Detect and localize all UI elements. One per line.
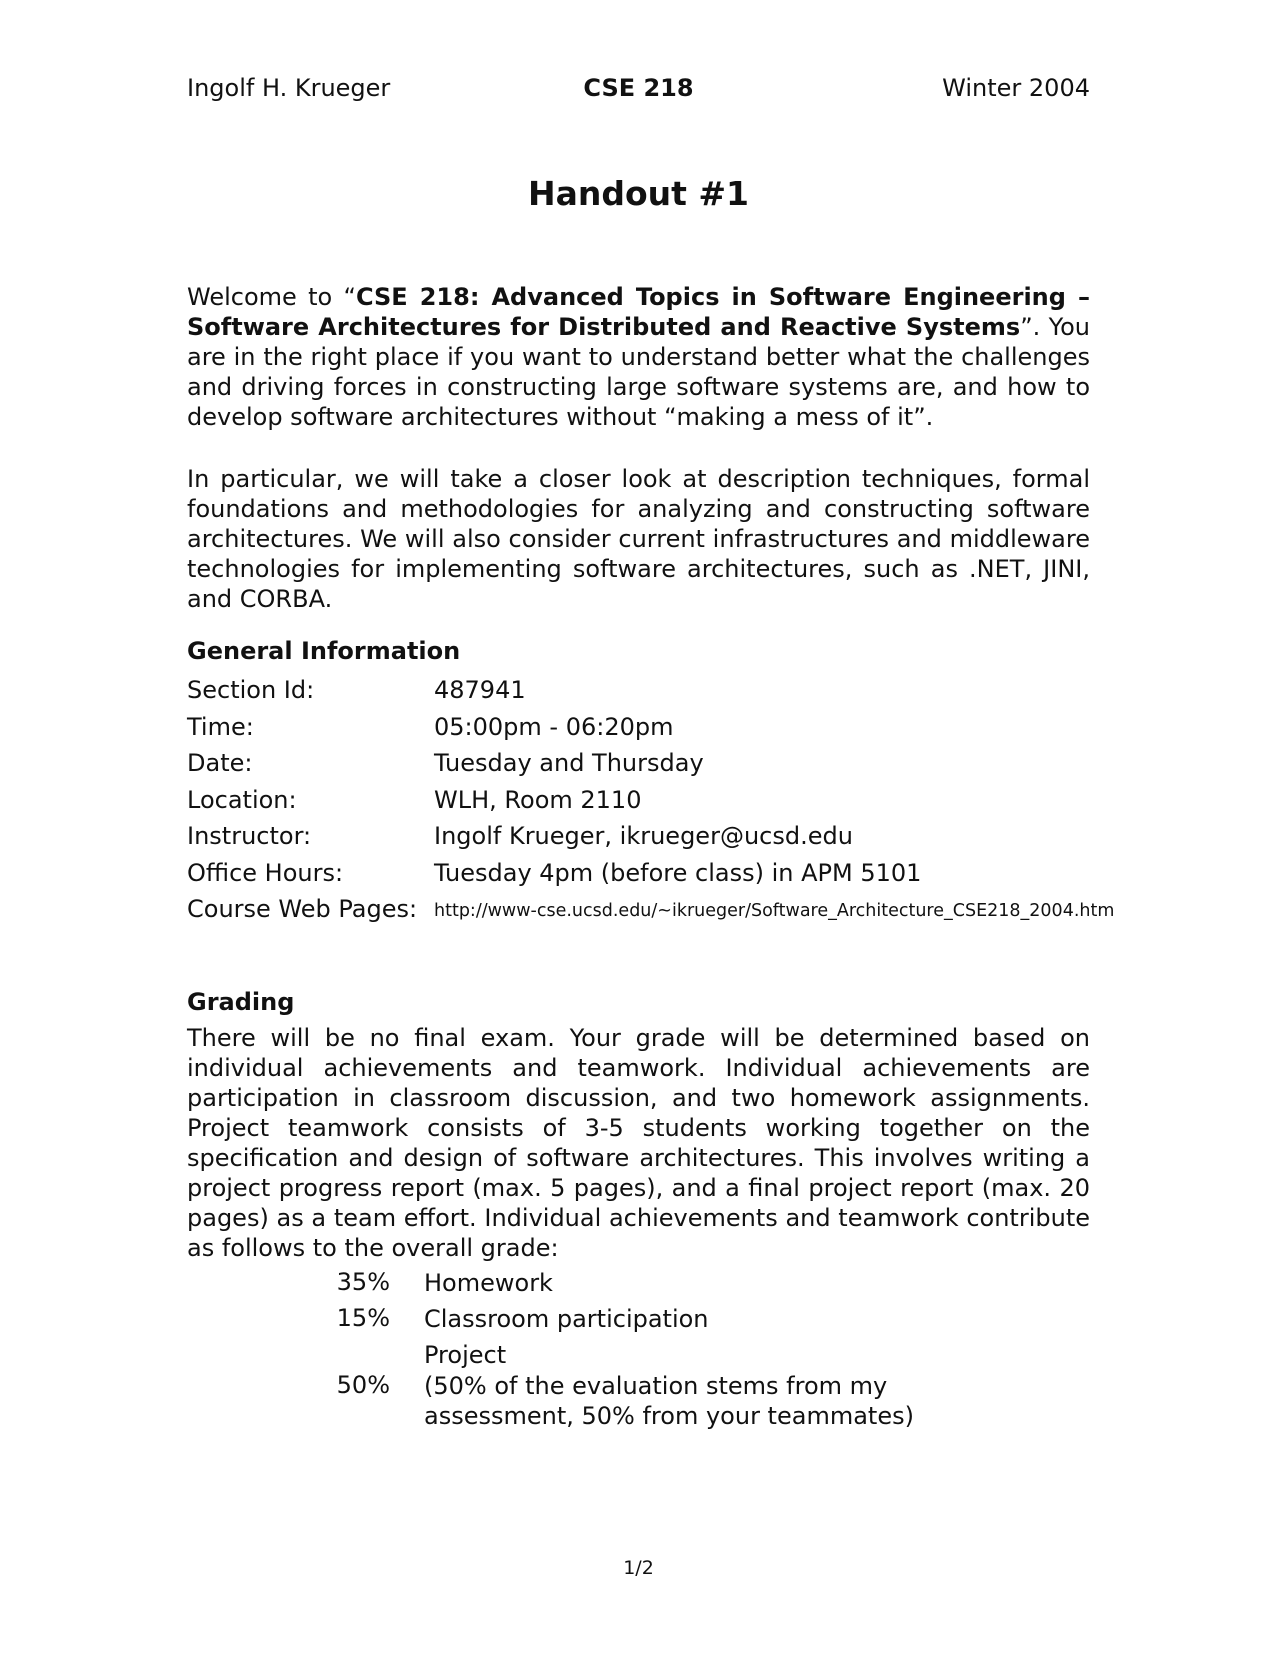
info-label: Location: (187, 785, 297, 814)
grade-row-homework (187, 1268, 1090, 1304)
grade-row-project (187, 1340, 1090, 1432)
grade-item: Project (424, 1341, 507, 1369)
info-row-section-id (187, 676, 1090, 713)
info-label: Instructor: (187, 822, 312, 850)
header-author: Ingolf H. Krueger (187, 74, 391, 102)
page-title: Handout #1 (527, 174, 750, 213)
grading-paragraph: There will be no final exam. Your grade will be determined based on individual achievements and teamwork. Individual achievements are participation in classroom discussion, and two homework assignments. Project teamwork consists of 3-5 students working together on the specification and design of software architectures. This involves writing a project progress report (max. 5 pages), and a final project report (max. 20 pages) as a team effort. Individual achievements and teamwork contribute as follows to the overall grade: (187, 1024, 1090, 1262)
info-label: Course Web Pages: (187, 895, 418, 923)
info-value: WLH, Room 2110 (434, 785, 642, 814)
general-information-table (187, 676, 1115, 932)
header-course: CSE 218 (583, 74, 694, 102)
info-label: Section Id: (187, 676, 315, 704)
info-row-office-hours (187, 859, 1090, 896)
info-value: Tuesday and Thursday (434, 749, 704, 777)
info-value: 05:00pm - 06:20pm (434, 712, 674, 741)
intro-prefix: Welcome to “ (187, 283, 356, 311)
info-row-location (187, 786, 1090, 823)
grade-percent: 50% (336, 1371, 390, 1399)
page-header (187, 74, 1090, 108)
info-value: Tuesday 4pm (before class) in APM 5101 (434, 858, 922, 887)
grade-note-line2: assessment, 50% from your teammates) (424, 1402, 914, 1430)
info-label: Office Hours: (187, 858, 344, 887)
course-web-link[interactable]: http://www-cse.ucsd.edu/~ikrueger/Software_Architecture_CSE218_2004.htm (434, 901, 1115, 921)
course-full-title: CSE 218: Advanced Topics in Software Engineering – Software Architectures for Distributed and Reactive Systems (187, 283, 1090, 341)
handout-page (187, 0, 1115, 1656)
info-row-instructor (187, 822, 1090, 859)
particular-paragraph: In particular, we will take a closer look at description techniques, formal foundations and methodologies for analyzing and constructing software architectures. We will also consider current infrastructures and middleware technologies for implementing software architectures, such as .NET, JINI, and CORBA. (187, 465, 1090, 613)
grading-heading: Grading (187, 988, 295, 1016)
info-value: Ingolf Krueger, ikrueger@ucsd.edu (434, 822, 853, 850)
grade-percent: 35% (336, 1268, 390, 1296)
general-information-heading: General Information (187, 637, 461, 665)
info-row-time (187, 713, 1090, 750)
info-row-date (187, 749, 1090, 786)
page-number: 1/2 (623, 1557, 654, 1579)
grade-item: Classroom participation (424, 1305, 709, 1333)
info-row-course-web-pages (187, 895, 1115, 932)
info-label: Time: (187, 712, 254, 741)
info-label: Date: (187, 749, 253, 777)
intro-paragraph (187, 282, 1090, 432)
header-term: Winter 2004 (942, 74, 1090, 102)
grade-percent: 15% (336, 1304, 390, 1332)
grade-note-line1: (50% of the evaluation stems from my (424, 1372, 888, 1400)
grade-row-participation (187, 1304, 1090, 1340)
info-value: 487941 (434, 676, 526, 704)
grade-item: Homework (424, 1269, 553, 1297)
intro-suffix: ”. You are in the right place if you want to understand better what the challenges and driving forces in constructing large software systems are, and how to develop software architectures without “making a mess of it”. (187, 313, 1091, 431)
